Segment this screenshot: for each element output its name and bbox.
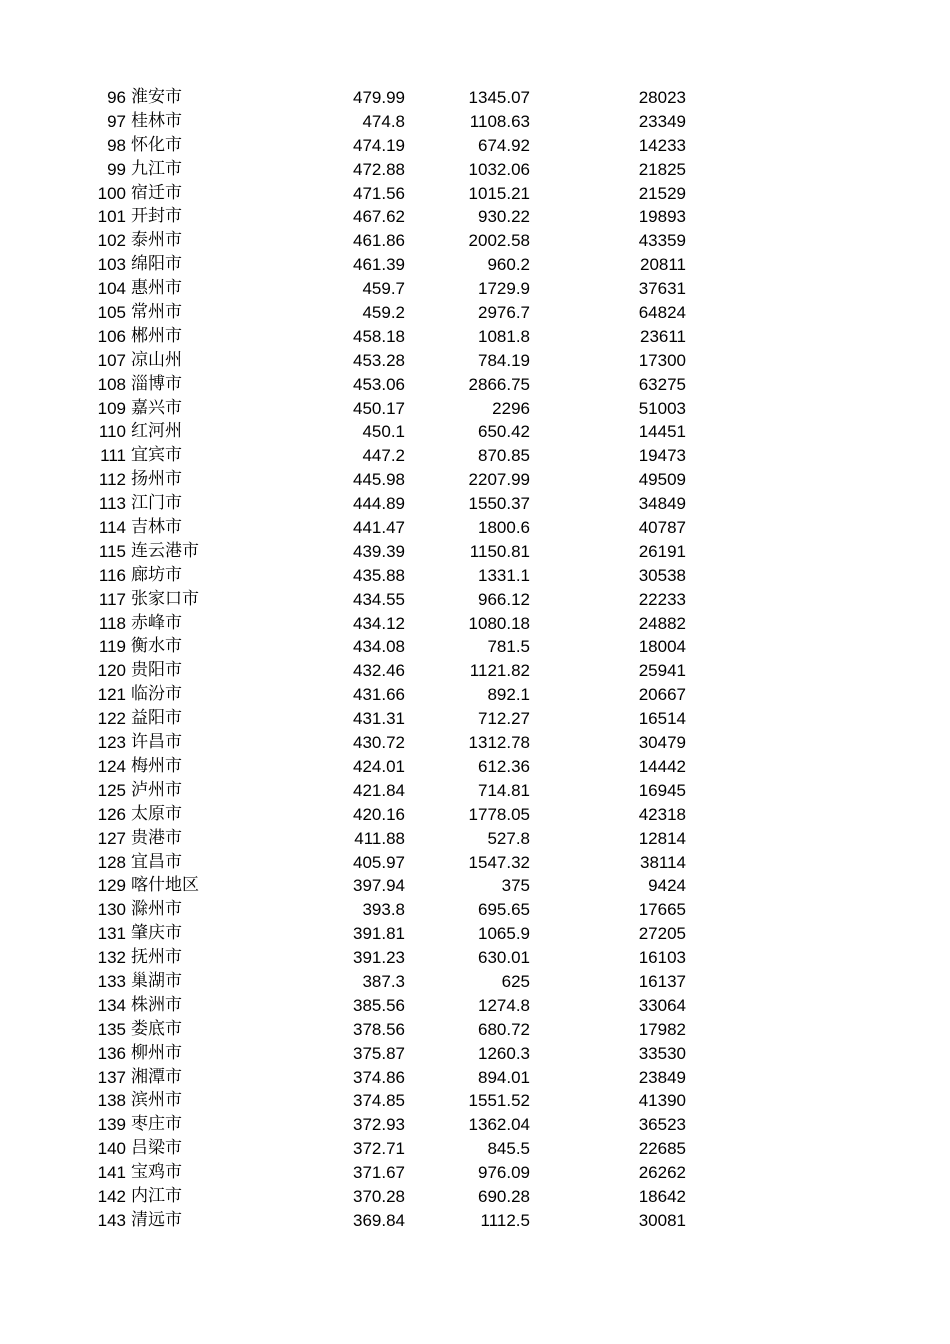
rank-cell: 125 [97, 780, 126, 800]
value-2-cell: 870.85 [478, 446, 530, 466]
value-2-cell: 2002.58 [468, 231, 530, 251]
city-name-cell: 柳州市 [131, 1042, 182, 1063]
value-3-cell: 21825 [638, 159, 686, 179]
rank-cell: 107 [97, 350, 126, 370]
value-1-cell: 445.98 [353, 470, 405, 490]
value-2-cell: 714.81 [478, 780, 530, 800]
value-3-cell: 33064 [638, 995, 686, 1015]
value-3-cell: 37631 [638, 279, 686, 299]
value-1-cell: 444.89 [353, 494, 405, 514]
city-name-cell: 泰州市 [131, 230, 182, 251]
value-3-cell: 25941 [638, 661, 686, 681]
city-name-cell: 滨州市 [131, 1090, 182, 1111]
rank-cell: 133 [97, 971, 126, 991]
rank-cell: 111 [100, 446, 126, 466]
rank-cell: 115 [98, 541, 126, 561]
table-row [0, 420, 950, 444]
rank-cell: 139 [97, 1115, 126, 1135]
value-2-cell: 650.42 [478, 422, 530, 442]
table-row [0, 683, 950, 707]
value-2-cell: 1362.04 [468, 1115, 530, 1135]
value-1-cell: 374.85 [353, 1091, 405, 1111]
value-1-cell: 461.86 [353, 231, 405, 251]
value-3-cell: 27205 [638, 924, 686, 944]
value-3-cell: 17300 [638, 350, 686, 370]
table-row [0, 86, 950, 110]
value-3-cell: 14442 [638, 756, 686, 776]
value-1-cell: 435.88 [353, 565, 405, 585]
value-1-cell: 385.56 [353, 995, 405, 1015]
city-name-cell: 郴州市 [131, 325, 182, 346]
rank-cell: 96 [107, 88, 126, 107]
rank-cell: 121 [97, 685, 126, 705]
value-2-cell: 1345.07 [468, 88, 530, 107]
rank-cell: 142 [97, 1186, 126, 1206]
table-row [0, 182, 950, 206]
rank-cell: 138 [97, 1091, 126, 1111]
rank-cell: 127 [97, 828, 126, 848]
value-2-cell: 1551.52 [468, 1091, 530, 1111]
value-1-cell: 420.16 [353, 804, 405, 824]
city-name-cell: 淮安市 [131, 87, 182, 107]
rank-cell: 120 [97, 661, 126, 681]
value-1-cell: 372.93 [353, 1115, 405, 1135]
city-name-cell: 赤峰市 [131, 612, 182, 633]
city-name-cell: 红河州 [131, 421, 182, 442]
table-row [0, 444, 950, 468]
value-3-cell: 16137 [638, 971, 686, 991]
table-row [0, 158, 950, 182]
rank-cell: 100 [97, 183, 126, 203]
value-2-cell: 2866.75 [468, 374, 530, 394]
table-row [0, 707, 950, 731]
table-row [0, 1209, 950, 1233]
value-3-cell: 33530 [638, 1043, 686, 1063]
value-1-cell: 461.39 [353, 255, 405, 275]
city-name-cell: 绵阳市 [131, 254, 182, 275]
rank-cell: 97 [107, 111, 126, 131]
table-row [0, 229, 950, 253]
value-1-cell: 375.87 [353, 1043, 405, 1063]
value-1-cell: 441.47 [353, 518, 405, 538]
table-row [0, 898, 950, 922]
table-row [0, 397, 950, 421]
value-2-cell: 1112.5 [480, 1210, 530, 1230]
value-2-cell: 784.19 [478, 350, 530, 370]
city-name-cell: 宝鸡市 [131, 1162, 182, 1183]
city-name-cell: 怀化市 [131, 134, 182, 155]
city-name-cell: 株洲市 [131, 994, 182, 1015]
table-row [0, 1066, 950, 1090]
table-row [0, 516, 950, 540]
city-name-cell: 益阳市 [131, 708, 182, 729]
value-2-cell: 1260.3 [478, 1043, 530, 1063]
table-row [0, 492, 950, 516]
city-name-cell: 泸州市 [131, 779, 182, 800]
city-name-cell: 宜宾市 [131, 445, 182, 466]
value-3-cell: 22685 [638, 1139, 686, 1159]
value-1-cell: 397.94 [353, 876, 405, 896]
value-1-cell: 467.62 [353, 207, 405, 227]
table-row [0, 468, 950, 492]
value-3-cell: 28023 [638, 88, 686, 107]
value-2-cell: 674.92 [478, 135, 530, 155]
table-row [0, 970, 950, 994]
value-1-cell: 411.88 [354, 828, 405, 848]
value-3-cell: 42318 [638, 804, 686, 824]
value-3-cell: 23611 [639, 326, 686, 346]
city-name-cell: 贵港市 [131, 827, 182, 848]
value-3-cell: 9424 [648, 876, 686, 896]
value-2-cell: 680.72 [478, 1019, 530, 1039]
table-row [0, 205, 950, 229]
rank-cell: 105 [97, 303, 126, 323]
value-2-cell: 892.1 [487, 685, 530, 705]
value-3-cell: 17982 [638, 1019, 686, 1039]
rank-cell: 118 [98, 613, 126, 633]
value-1-cell: 453.06 [353, 374, 405, 394]
value-3-cell: 51003 [638, 398, 686, 418]
value-2-cell: 612.36 [478, 756, 530, 776]
city-name-cell: 清远市 [131, 1209, 182, 1230]
value-1-cell: 391.81 [353, 924, 405, 944]
value-1-cell: 371.67 [353, 1163, 405, 1183]
city-name-cell: 吕梁市 [131, 1138, 182, 1159]
value-3-cell: 19473 [638, 446, 686, 466]
value-1-cell: 370.28 [353, 1186, 405, 1206]
value-1-cell: 447.2 [362, 446, 405, 466]
value-1-cell: 393.8 [362, 900, 405, 920]
value-2-cell: 1331.1 [478, 565, 530, 585]
value-2-cell: 1800.6 [478, 518, 530, 538]
rank-cell: 116 [98, 565, 126, 585]
value-2-cell: 1032.06 [468, 159, 530, 179]
value-2-cell: 1108.63 [469, 111, 530, 131]
value-3-cell: 14233 [638, 135, 686, 155]
value-3-cell: 30081 [638, 1210, 686, 1230]
table-row [0, 635, 950, 659]
value-1-cell: 424.01 [353, 756, 405, 776]
rank-cell: 102 [97, 231, 126, 251]
value-3-cell: 17665 [638, 900, 686, 920]
table-row [0, 994, 950, 1018]
table-row [0, 659, 950, 683]
value-1-cell: 378.56 [353, 1019, 405, 1039]
rank-cell: 110 [98, 422, 126, 442]
city-name-cell: 惠州市 [131, 278, 182, 299]
value-3-cell: 19893 [638, 207, 686, 227]
city-name-cell: 扬州市 [131, 469, 182, 490]
value-3-cell: 40787 [638, 518, 686, 538]
city-name-cell: 内江市 [131, 1185, 182, 1206]
value-3-cell: 14451 [638, 422, 686, 442]
value-2-cell: 2207.99 [468, 470, 530, 490]
value-2-cell: 894.01 [478, 1067, 530, 1087]
city-name-cell: 喀什地区 [131, 875, 199, 896]
table-row [0, 564, 950, 588]
table-row [0, 540, 950, 564]
rank-cell: 130 [97, 900, 126, 920]
value-2-cell: 1121.82 [469, 661, 530, 681]
rank-cell: 134 [97, 995, 126, 1015]
rank-cell: 128 [97, 852, 126, 872]
value-3-cell: 26191 [638, 541, 686, 561]
rank-cell: 99 [107, 159, 126, 179]
value-2-cell: 630.01 [478, 948, 530, 968]
city-name-cell: 许昌市 [131, 732, 182, 753]
value-3-cell: 22233 [638, 589, 686, 609]
value-1-cell: 387.3 [362, 971, 405, 991]
table-row [0, 851, 950, 875]
rank-cell: 126 [97, 804, 126, 824]
value-3-cell: 18642 [638, 1186, 686, 1206]
table-row [0, 946, 950, 970]
rank-cell: 135 [97, 1019, 126, 1039]
value-2-cell: 2296 [492, 398, 530, 418]
city-name-cell: 娄底市 [131, 1018, 182, 1039]
rank-cell: 143 [97, 1210, 126, 1230]
value-1-cell: 472.88 [353, 159, 405, 179]
value-1-cell: 372.71 [353, 1139, 405, 1159]
rank-cell: 114 [98, 518, 126, 538]
value-2-cell: 375 [501, 876, 530, 896]
value-2-cell: 695.65 [478, 900, 530, 920]
rank-cell: 123 [97, 733, 126, 753]
city-name-cell: 江门市 [131, 493, 182, 514]
city-name-cell: 吉林市 [131, 517, 182, 538]
rank-cell: 122 [97, 709, 126, 729]
rank-cell: 104 [97, 279, 126, 299]
table-row [0, 110, 950, 134]
value-1-cell: 431.66 [353, 685, 405, 705]
value-1-cell: 434.55 [353, 589, 405, 609]
value-3-cell: 23349 [638, 111, 686, 131]
rank-cell: 140 [97, 1139, 126, 1159]
value-2-cell: 976.09 [478, 1163, 530, 1183]
rank-cell: 101 [97, 207, 126, 227]
value-2-cell: 1081.8 [478, 326, 530, 346]
city-name-cell: 巢湖市 [131, 970, 182, 991]
value-1-cell: 369.84 [353, 1210, 405, 1230]
value-2-cell: 1065.9 [478, 924, 530, 944]
table-row [0, 755, 950, 779]
value-3-cell: 64824 [638, 303, 686, 323]
value-1-cell: 431.31 [353, 709, 405, 729]
value-1-cell: 453.28 [353, 350, 405, 370]
value-2-cell: 966.12 [478, 589, 530, 609]
value-1-cell: 439.39 [353, 541, 405, 561]
rank-cell: 137 [97, 1067, 126, 1087]
value-1-cell: 374.86 [353, 1067, 405, 1087]
value-1-cell: 421.84 [353, 780, 405, 800]
rank-cell: 117 [98, 589, 126, 609]
city-name-cell: 枣庄市 [131, 1114, 182, 1135]
value-3-cell: 38114 [639, 852, 686, 872]
table-row [0, 1089, 950, 1113]
value-3-cell: 30479 [638, 733, 686, 753]
rank-cell: 112 [98, 470, 126, 490]
value-3-cell: 20667 [638, 685, 686, 705]
table-row [0, 1018, 950, 1042]
value-2-cell: 1080.18 [468, 613, 530, 633]
value-3-cell: 49509 [638, 470, 686, 490]
city-name-cell: 滁州市 [131, 899, 182, 920]
table-row [0, 779, 950, 803]
data-table [0, 86, 950, 1233]
value-1-cell: 434.08 [353, 637, 405, 657]
city-name-cell: 开封市 [131, 206, 182, 227]
value-3-cell: 34849 [638, 494, 686, 514]
table-row [0, 874, 950, 898]
city-name-cell: 连云港市 [131, 540, 199, 561]
city-name-cell: 淄博市 [131, 373, 182, 394]
city-name-cell: 衡水市 [131, 636, 182, 657]
value-3-cell: 16945 [638, 780, 686, 800]
table-row [0, 349, 950, 373]
value-1-cell: 458.18 [353, 326, 405, 346]
rank-cell: 103 [97, 255, 126, 275]
table-row [0, 612, 950, 636]
value-2-cell: 1547.32 [468, 852, 530, 872]
city-name-cell: 张家口市 [131, 588, 199, 609]
value-2-cell: 1015.21 [468, 183, 530, 203]
table-row [0, 803, 950, 827]
table-row [0, 827, 950, 851]
table-row [0, 1113, 950, 1137]
value-3-cell: 16514 [638, 709, 686, 729]
value-3-cell: 16103 [638, 948, 686, 968]
rank-cell: 136 [97, 1043, 126, 1063]
value-1-cell: 450.1 [362, 422, 405, 442]
value-1-cell: 474.19 [353, 135, 405, 155]
value-3-cell: 20811 [639, 255, 686, 275]
value-2-cell: 781.5 [487, 637, 530, 657]
value-3-cell: 36523 [638, 1115, 686, 1135]
value-1-cell: 391.23 [353, 948, 405, 968]
value-3-cell: 30538 [638, 565, 686, 585]
value-2-cell: 527.8 [487, 828, 530, 848]
value-2-cell: 690.28 [478, 1186, 530, 1206]
value-2-cell: 1274.8 [478, 995, 530, 1015]
value-3-cell: 41390 [638, 1091, 686, 1111]
city-name-cell: 临汾市 [131, 684, 182, 705]
value-1-cell: 471.56 [353, 183, 405, 203]
value-3-cell: 24882 [638, 613, 686, 633]
table-row [0, 325, 950, 349]
table-row [0, 253, 950, 277]
table-row [0, 1137, 950, 1161]
city-name-cell: 抚州市 [131, 947, 182, 968]
city-name-cell: 桂林市 [131, 110, 182, 131]
value-3-cell: 63275 [638, 374, 686, 394]
city-name-cell: 常州市 [131, 302, 182, 323]
city-name-cell: 湘潭市 [131, 1066, 182, 1087]
table-row [0, 1185, 950, 1209]
value-2-cell: 845.5 [487, 1139, 530, 1159]
city-name-cell: 宿迁市 [131, 182, 182, 203]
rank-cell: 106 [97, 326, 126, 346]
value-3-cell: 12814 [638, 828, 686, 848]
table-row [0, 922, 950, 946]
rank-cell: 113 [98, 494, 126, 514]
city-name-cell: 梅州市 [131, 755, 182, 776]
table-row [0, 1042, 950, 1066]
value-3-cell: 18004 [638, 637, 686, 657]
value-1-cell: 405.97 [353, 852, 405, 872]
rank-cell: 129 [97, 876, 126, 896]
city-name-cell: 肇庆市 [131, 923, 182, 944]
rank-cell: 124 [97, 756, 126, 776]
city-name-cell: 嘉兴市 [131, 397, 182, 418]
value-2-cell: 2976.7 [478, 303, 530, 323]
city-name-cell: 贵阳市 [131, 660, 182, 681]
city-name-cell: 太原市 [131, 803, 182, 824]
value-3-cell: 43359 [638, 231, 686, 251]
value-2-cell: 1778.05 [468, 804, 530, 824]
value-1-cell: 434.12 [353, 613, 405, 633]
value-2-cell: 625 [501, 971, 530, 991]
rank-cell: 119 [98, 637, 126, 657]
value-2-cell: 1312.78 [468, 733, 530, 753]
table-row [0, 731, 950, 755]
value-3-cell: 26262 [638, 1163, 686, 1183]
rank-cell: 141 [97, 1163, 126, 1183]
value-2-cell: 930.22 [478, 207, 530, 227]
table-row [0, 134, 950, 158]
table-row [0, 1161, 950, 1185]
table-row [0, 301, 950, 325]
table-row [0, 373, 950, 397]
value-3-cell: 21529 [638, 183, 686, 203]
city-name-cell: 九江市 [131, 158, 182, 179]
value-1-cell: 430.72 [353, 733, 405, 753]
value-2-cell: 1550.37 [468, 494, 530, 514]
value-1-cell: 432.46 [353, 661, 405, 681]
value-2-cell: 1729.9 [478, 279, 530, 299]
value-3-cell: 23849 [638, 1067, 686, 1087]
value-1-cell: 479.99 [353, 88, 405, 107]
rank-cell: 108 [97, 374, 126, 394]
table-row [0, 588, 950, 612]
rank-cell: 131 [97, 924, 126, 944]
city-name-cell: 廊坊市 [131, 564, 182, 585]
rank-cell: 98 [107, 135, 126, 155]
city-name-cell: 宜昌市 [131, 851, 182, 872]
value-1-cell: 459.2 [362, 303, 405, 323]
value-1-cell: 459.7 [362, 279, 405, 299]
table-row [0, 277, 950, 301]
value-1-cell: 474.8 [362, 111, 405, 131]
rank-cell: 109 [97, 398, 126, 418]
city-name-cell: 凉山州 [131, 349, 182, 370]
value-2-cell: 1150.81 [469, 541, 530, 561]
value-1-cell: 450.17 [353, 398, 405, 418]
value-2-cell: 960.2 [487, 255, 530, 275]
rank-cell: 132 [97, 948, 126, 968]
value-2-cell: 712.27 [478, 709, 530, 729]
